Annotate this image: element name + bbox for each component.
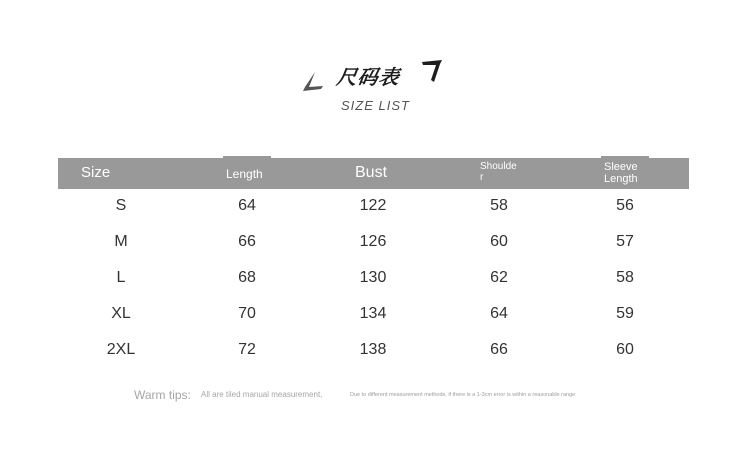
sleeve-length-cell: 56: [616, 197, 634, 214]
header-accent-line: [223, 156, 271, 158]
warm-tips-label: Warm tips:: [134, 388, 191, 402]
length-cell: 66: [238, 233, 256, 250]
bust-cell: 134: [359, 305, 387, 322]
length-cell: 72: [238, 341, 256, 358]
size-cell: L: [116, 269, 126, 286]
sleeve-length-cell: 57: [616, 233, 634, 250]
sleeve-length-cell: 58: [616, 269, 634, 286]
shoulder-cell: 58: [490, 197, 508, 214]
size-cell: 2XL: [106, 341, 136, 358]
header-bust: Bust: [355, 164, 388, 181]
warm-tips-note: Due to different measurement methods, if there is a 1-3cm error is within a reasonable range: [350, 392, 576, 398]
sleeve-length-cell: 60: [616, 341, 634, 358]
length-cell: 64: [238, 197, 256, 214]
length-cell: 70: [238, 305, 256, 322]
size-cell: S: [115, 197, 127, 214]
sleeve-length-cell: 59: [616, 305, 634, 322]
right-slash-decoration-icon: [420, 58, 446, 84]
shoulder-cell: 66: [490, 341, 508, 358]
table-row: [58, 189, 689, 225]
shoulder-cell: 64: [490, 305, 508, 322]
warm-tips-text: All are tiled manual measurement,: [201, 390, 323, 399]
size-cell: XL: [111, 305, 131, 322]
header-shoulder: Shoulder: [480, 161, 517, 183]
shoulder-cell: 62: [490, 269, 508, 286]
shoulder-cell: 60: [490, 233, 508, 250]
header-size: Size: [81, 164, 111, 181]
size-table: [58, 158, 689, 369]
header-sleeve-length: Sleeve Length: [604, 161, 638, 185]
bust-cell: 130: [359, 269, 387, 286]
left-slash-decoration-icon: [300, 70, 326, 94]
size-chart-heading: [0, 52, 750, 122]
size-cell: M: [114, 233, 128, 250]
bust-cell: 122: [359, 197, 387, 214]
chart-title: 尺码表: [335, 65, 402, 89]
table-row: [58, 261, 689, 297]
header-accent-line: [601, 156, 649, 158]
warm-tips: [134, 387, 654, 407]
table-row: [58, 333, 689, 369]
bust-cell: 138: [359, 341, 387, 358]
bust-cell: 126: [359, 233, 387, 250]
length-cell: 68: [238, 269, 256, 286]
header-length: Length: [226, 167, 263, 181]
table-row: [58, 225, 689, 261]
table-row: [58, 297, 689, 333]
table-header-row: [58, 158, 689, 189]
chart-subtitle: SIZE LIST: [341, 98, 410, 113]
